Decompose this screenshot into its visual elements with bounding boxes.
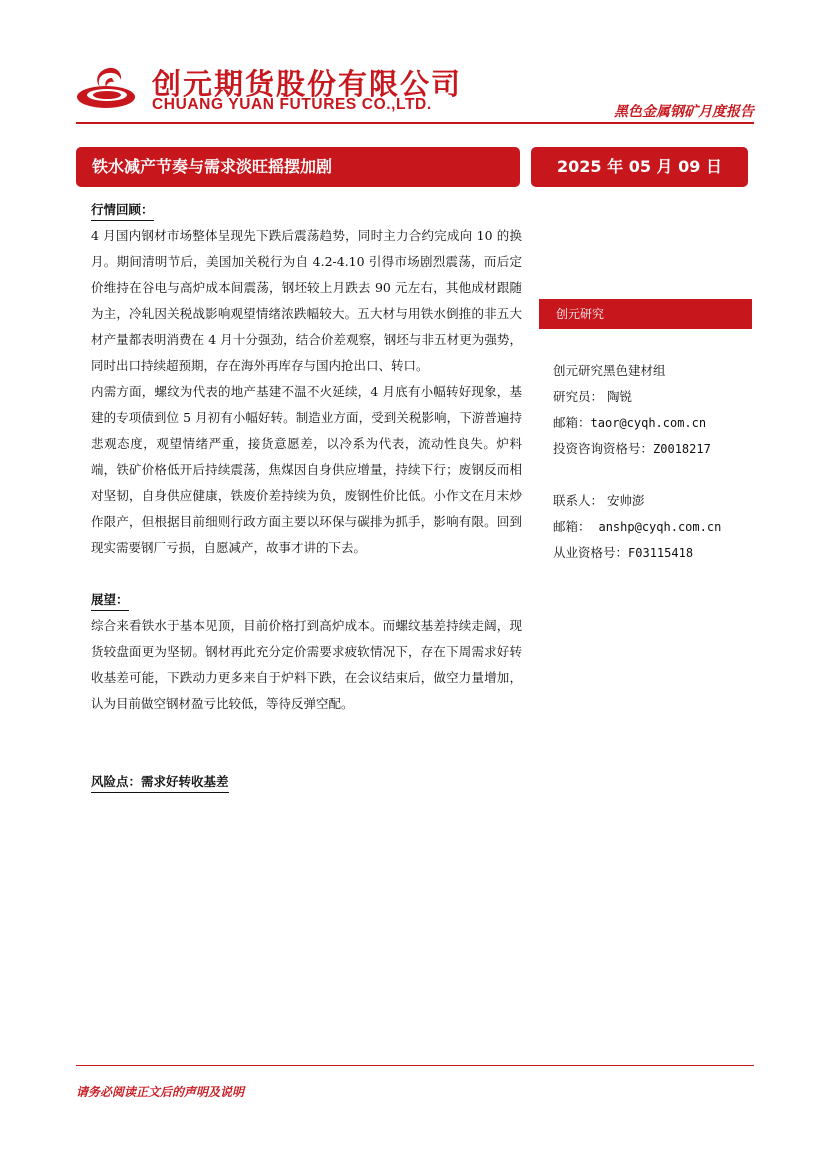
outlook-heading: 展望： [91, 590, 129, 611]
analyst-cert-number: Z0018217 [653, 442, 711, 456]
risk-heading: 风险点：需求好转收基差 [91, 772, 229, 793]
market-review-paragraph: 内需方面，螺纹为代表的地产基建不温不火延续，4 月底有小幅转好现象，基建的专项债到位 5 月初有小幅好转。制造业方面，受到关税影响，下游普遍持悲观态度，观望情绪严重，接货意愿差，以冷系为代表，流动性良失。炉料端，铁矿价格低开后持续震荡，焦煤因自身供应增量，持续下行；废钢反而相对坚韧，自身供应健康，铁废价差持续为负，废钢性价比低。小作文在月末炒作限产，但根据目前细则行政方面主要以环保与碳排为抓手，影响有限。回到现实需要钢厂亏损，自愿减产，故事才讲的下去。 [91, 384, 522, 555]
market-review-heading: 行情回顾： [91, 200, 154, 221]
market-review-paragraph: 4 月国内钢材市场整体呈现先下跌后震荡趋势，同时主力合约完成向 10 的换月。期间清明节后，美国加关税行为自 4.2-4.10 引得市场剧烈震荡，而后定价维持在谷电与高炉成本间震荡，钢坯较上月跌去 90 元左右，其他成材跟随为主，冷轧因关税战影响观望情绪浓跌幅较大。五大材与用铁水倒推的非五大材产量都表明消费在 4 月十分强劲，结合价差观察，钢坯与非五材更为强势，同时出口持续超预期，存在海外再库存与国内抢出口、转口。 [91, 228, 522, 373]
contact-name: 安帅澎 [607, 493, 645, 508]
contact-cert-row: 从业资格号：F03115418 [553, 545, 694, 560]
outlook-paragraph: 综合来看铁水于基本见顶，目前价格打到高炉成本。而螺纹基差持续走阔，现货较盘面更为坚韧。钢材再此充分定价需要求疲软情况下，存在下周需求好转收基差可能，下跌动力更多来自于炉料下跌，在会议结束后，做空力量增加，认为目前做空钢材盈亏比较低，等待反弹空配。 [91, 618, 522, 711]
main-content [91, 197, 522, 795]
contact-row: 联系人： 安帅澎 [553, 493, 645, 508]
research-group: 创元研究黑色建材组 [553, 363, 666, 378]
analyst-email[interactable]: taor@cyqh.com.cn [590, 416, 707, 430]
analyst-info [553, 358, 721, 566]
company-logo-icon [76, 64, 138, 112]
contact-email[interactable]: anshp@cyqh.com.cn [598, 520, 722, 534]
analyst-row: 研究员： 陶锐 [553, 389, 633, 404]
report-type: 黑色金属钢矿月度报告 [614, 104, 754, 120]
company-name-cn: 创元期货股份有限公司 [152, 67, 463, 101]
company-name-en: CHUANG YUAN FUTURES CO.,LTD. [152, 96, 432, 113]
research-label-box: 创元研究 [539, 299, 752, 329]
header-divider [76, 122, 754, 124]
contact-cert-number: F03115418 [628, 546, 694, 560]
contact-email-row: 邮箱： anshp@cyqh.com.cn [553, 519, 722, 534]
analyst-email-row: 邮箱：taor@cyqh.com.cn [553, 415, 707, 430]
footer-disclaimer: 请务必阅读正文后的声明及说明 [76, 1085, 245, 1099]
footer-divider [76, 1065, 754, 1066]
analyst-name: 陶锐 [607, 389, 633, 404]
report-title: 铁水减产节奏与需求淡旺摇摆加剧 [76, 147, 520, 187]
report-date: 2025 年 05 月 09 日 [531, 147, 748, 187]
analyst-cert-row: 投资咨询资格号：Z0018217 [553, 441, 711, 456]
